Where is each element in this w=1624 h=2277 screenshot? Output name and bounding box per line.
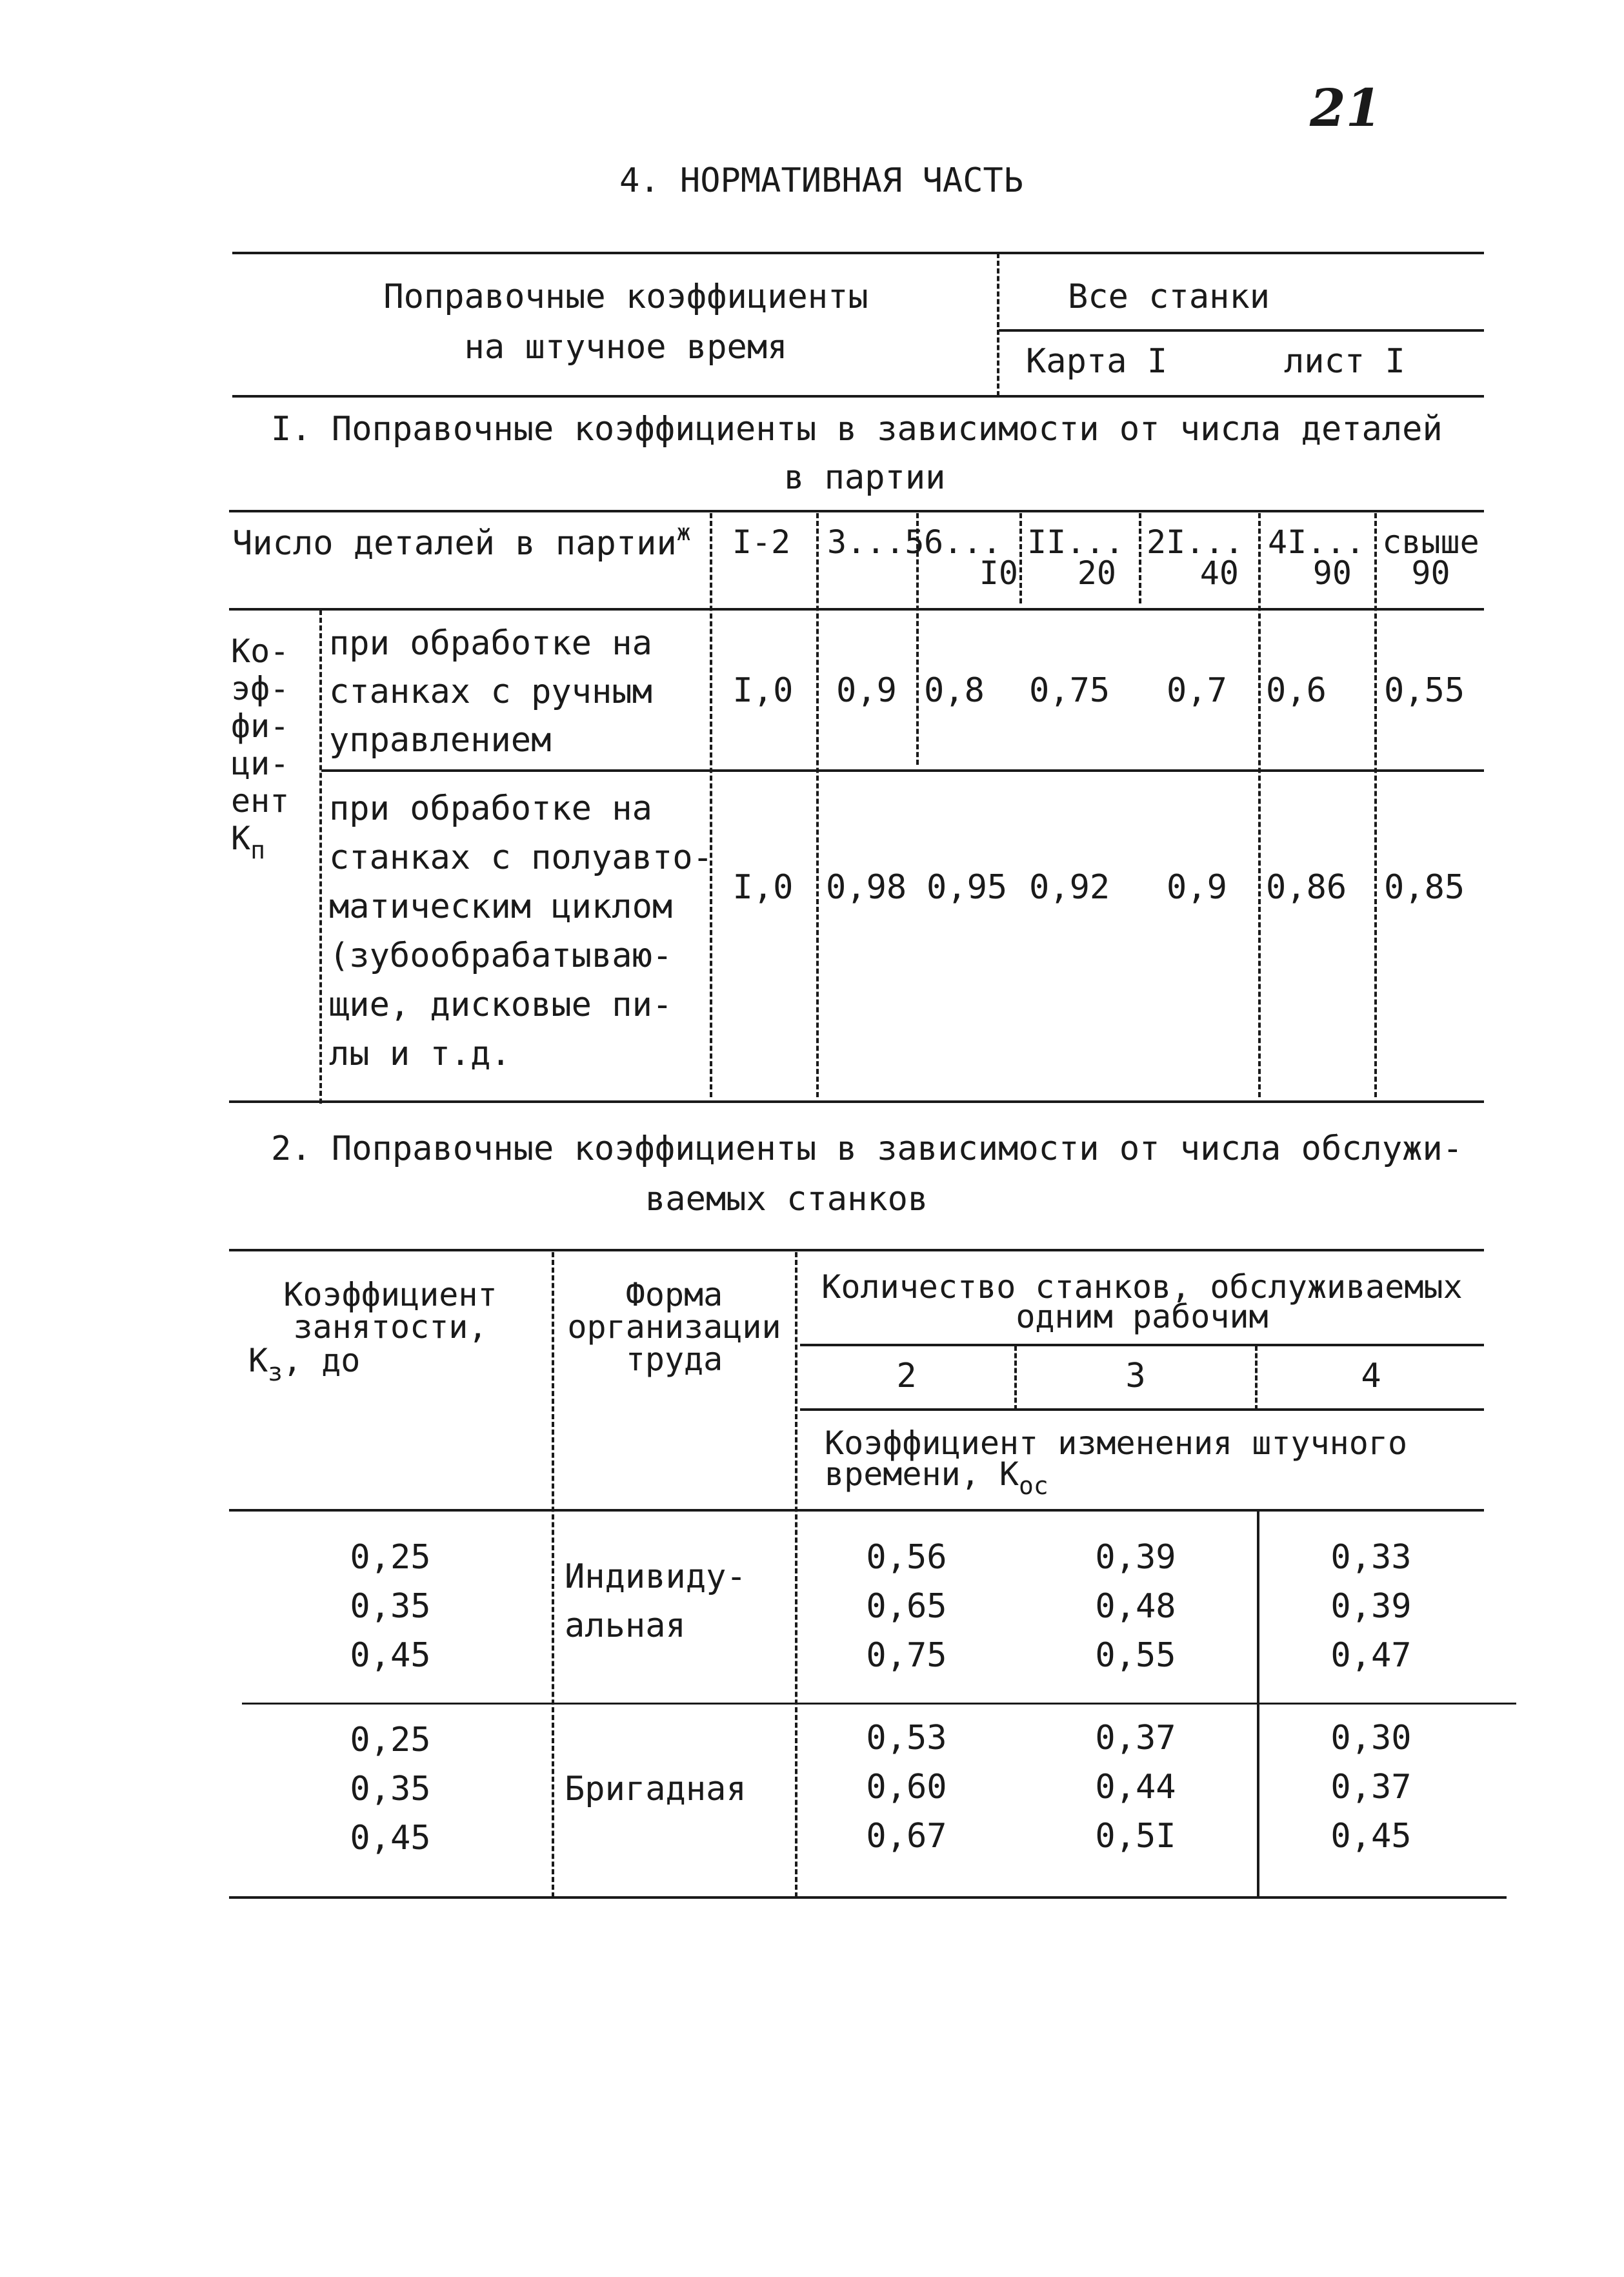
t1-col-divider bbox=[1374, 513, 1377, 1097]
table1-row-rule bbox=[321, 769, 1484, 772]
col-header-6-bottom: 90 bbox=[1312, 554, 1352, 592]
coef-sub: п bbox=[250, 836, 265, 864]
row2-value: 0,86 bbox=[1266, 868, 1347, 907]
coef-label-line: ци- bbox=[231, 745, 290, 782]
row2-desc-line: станках с полуавто- bbox=[329, 838, 713, 877]
row2-value: 0,9 bbox=[1167, 868, 1227, 907]
group2-c2 bbox=[800, 1714, 1013, 1861]
t2-col-divider bbox=[795, 1252, 797, 1898]
coef-label bbox=[231, 632, 290, 864]
coef-value: 0,55 bbox=[1095, 1636, 1176, 1675]
row2-desc-line: (зубообрабатываю- bbox=[329, 936, 673, 975]
row2-value: 0,98 bbox=[826, 868, 907, 907]
col-header-1: I-2 bbox=[732, 523, 791, 561]
section2-title-line2: ваемых станков bbox=[645, 1180, 928, 1219]
t2-col3-line1: Количество станков, обслуживаемых bbox=[821, 1268, 1463, 1306]
row1-value: 0,8 bbox=[924, 671, 985, 710]
kz-value: 0,25 bbox=[350, 1721, 431, 1759]
row1-description bbox=[329, 620, 652, 765]
t2-count-divider bbox=[1014, 1346, 1017, 1410]
t2-col3-line2: одним рабочим bbox=[1016, 1298, 1268, 1335]
group1-kz bbox=[232, 1533, 548, 1680]
coef-value: 0,5I bbox=[1095, 1817, 1176, 1856]
coef-label-line: Ко- bbox=[231, 632, 290, 670]
col-header-3-top: 6... bbox=[924, 523, 1002, 561]
row1-value: 0,9 bbox=[836, 671, 897, 710]
row1-desc-line: при обработке на bbox=[329, 624, 652, 663]
section2-title-line1: 2. Поправочные коэффициенты в зависимости от числа обслужи- bbox=[271, 1129, 1463, 1168]
row1-value: 0,75 bbox=[1029, 671, 1110, 710]
t2-col-divider bbox=[552, 1252, 554, 1898]
coef-value: 0,37 bbox=[1330, 1768, 1412, 1806]
machines-2: 2 bbox=[896, 1357, 917, 1395]
footnote-mark: ж bbox=[676, 520, 691, 546]
group1-c4 bbox=[1258, 1533, 1484, 1680]
table1-header-text: Число деталей в партии bbox=[232, 524, 677, 563]
coef-value: 0,37 bbox=[1095, 1719, 1176, 1757]
card-sheet: лист I bbox=[1284, 342, 1405, 381]
group2-c3 bbox=[1016, 1714, 1255, 1861]
coef-label-line: эф- bbox=[231, 670, 290, 707]
kz-tail: , до bbox=[283, 1342, 361, 1379]
row2-desc-line: при обработке на bbox=[329, 789, 652, 828]
kz-value: 0,35 bbox=[350, 1587, 431, 1626]
top-rule bbox=[232, 252, 1484, 254]
coef-value: 0,75 bbox=[866, 1636, 947, 1675]
page-title: 4. НОРМАТИВНАЯ ЧАСТЬ bbox=[619, 161, 1024, 200]
t1-col-divider bbox=[1019, 513, 1022, 603]
kos-text: времени, К bbox=[825, 1455, 1019, 1493]
row1-value: 0,6 bbox=[1266, 671, 1327, 710]
t2-sub-rule2 bbox=[800, 1408, 1484, 1411]
group2-c4 bbox=[1258, 1714, 1484, 1861]
t2-col1-line: занятости, bbox=[293, 1308, 488, 1346]
t1-col-divider bbox=[1258, 513, 1261, 1097]
t2-col1-line: Коэффициент bbox=[283, 1276, 497, 1313]
coef-value: 0,33 bbox=[1330, 1538, 1412, 1577]
t1-col-divider bbox=[916, 513, 919, 765]
coef-label-line: фи- bbox=[231, 707, 290, 745]
t1-col-divider bbox=[1139, 513, 1141, 603]
coef-value: 0,56 bbox=[866, 1538, 947, 1577]
t2-sub-rule bbox=[800, 1344, 1484, 1346]
col-header-4-top: II... bbox=[1027, 523, 1125, 561]
machines-3: 3 bbox=[1125, 1357, 1146, 1395]
card-bottom-rule bbox=[232, 395, 1484, 398]
coef-value: 0,53 bbox=[866, 1719, 947, 1757]
col-header-6-top: 4I... bbox=[1268, 523, 1365, 561]
form-line: Бригадная bbox=[565, 1770, 747, 1808]
t2-col1-kz bbox=[248, 1342, 361, 1386]
form-line: Индивиду- bbox=[565, 1557, 747, 1596]
row2-desc-line: щие, дисковые пи- bbox=[329, 986, 673, 1024]
card-scope: Все станки bbox=[1068, 278, 1270, 316]
kos-line2 bbox=[825, 1455, 1048, 1500]
table1-header-label bbox=[232, 520, 691, 567]
row2-value: 0,95 bbox=[927, 868, 1008, 907]
col-header-7-top: свыше bbox=[1382, 523, 1479, 561]
coef-value: 0,47 bbox=[1330, 1636, 1412, 1675]
row1-desc-line: станках с ручным bbox=[329, 673, 652, 711]
coef-value: 0,67 bbox=[866, 1817, 947, 1856]
row1-desc-line: управлением bbox=[329, 721, 552, 760]
coef-value: 0,44 bbox=[1095, 1768, 1176, 1806]
row1-value: I,0 bbox=[732, 671, 794, 710]
group2-kz bbox=[232, 1715, 548, 1863]
row1-value: 0,7 bbox=[1167, 671, 1227, 710]
section1-title-line2: в партии bbox=[784, 458, 946, 497]
kz-sub: з bbox=[268, 1358, 283, 1386]
coef-value: 0,39 bbox=[1095, 1538, 1176, 1577]
kz-value: 0,25 bbox=[350, 1538, 431, 1577]
t2-col2-line: Форма bbox=[625, 1276, 723, 1313]
coef-label-line: ент bbox=[231, 782, 290, 820]
machines-4: 4 bbox=[1361, 1357, 1381, 1395]
col-header-3-bottom: I0 bbox=[979, 554, 1018, 592]
table2-header-rule bbox=[229, 1509, 1484, 1512]
col-header-2: 3...5 bbox=[827, 523, 925, 561]
coef-k: К bbox=[231, 820, 251, 857]
group-divider-rule bbox=[242, 1703, 1516, 1705]
coef-label-divider bbox=[319, 610, 322, 1104]
col-header-4-bottom: 20 bbox=[1077, 554, 1116, 592]
table1-header-rule bbox=[229, 608, 1484, 611]
card-divider bbox=[997, 253, 999, 396]
kz-value: 0,35 bbox=[350, 1770, 431, 1808]
coef-value: 0,45 bbox=[1330, 1817, 1412, 1856]
page-number: 21 bbox=[1310, 77, 1382, 138]
row2-value: 0,92 bbox=[1029, 868, 1110, 907]
t2-col2-line: организации bbox=[567, 1308, 781, 1346]
coef-value: 0,65 bbox=[866, 1587, 947, 1626]
group1-form bbox=[565, 1552, 747, 1650]
kz-value: 0,45 bbox=[350, 1636, 431, 1675]
table1-bottom-rule bbox=[229, 1100, 1484, 1103]
card-title-line2: на штучное время bbox=[464, 328, 788, 367]
coef-value: 0,39 bbox=[1330, 1587, 1412, 1626]
coef-label-k bbox=[231, 820, 289, 864]
group1-c3 bbox=[1016, 1533, 1255, 1680]
kos-line1: Коэффициент изменения штучного bbox=[825, 1424, 1408, 1462]
form-line: альная bbox=[565, 1606, 686, 1645]
card-title-line1: Поправочные коэффициенты bbox=[383, 278, 868, 316]
kz-value: 0,45 bbox=[350, 1819, 431, 1857]
table2-top-rule bbox=[229, 1249, 1484, 1251]
card-number: Карта I bbox=[1026, 342, 1168, 381]
t1-col-divider bbox=[816, 513, 819, 1097]
kz-k: К bbox=[248, 1342, 268, 1379]
row1-value: 0,55 bbox=[1384, 671, 1465, 710]
t2-col2-line: труда bbox=[625, 1341, 723, 1378]
row2-value: I,0 bbox=[732, 868, 794, 907]
group2-form bbox=[565, 1765, 747, 1814]
row2-desc-line: лы и т.д. bbox=[329, 1035, 511, 1073]
row2-desc-line: матическим циклом bbox=[329, 887, 673, 926]
kos-sub: ос bbox=[1019, 1472, 1048, 1500]
row2-description bbox=[329, 784, 713, 1078]
section1-title-line1: I. Поправочные коэффициенты в зависимости от числа деталей bbox=[271, 410, 1443, 449]
t2-count-divider bbox=[1255, 1346, 1258, 1410]
coef-value: 0,48 bbox=[1095, 1587, 1176, 1626]
card-mid-rule bbox=[999, 329, 1484, 332]
coef-value: 0,30 bbox=[1330, 1719, 1412, 1757]
col-header-5-bottom: 40 bbox=[1199, 554, 1239, 592]
col-header-5-top: 2I... bbox=[1147, 523, 1244, 561]
table2-bottom-rule bbox=[229, 1896, 1507, 1899]
row2-value: 0,85 bbox=[1384, 868, 1465, 907]
coef-value: 0,60 bbox=[866, 1768, 947, 1806]
col-header-7-bottom: 90 bbox=[1411, 554, 1450, 592]
table1-top-rule bbox=[229, 510, 1484, 512]
group1-c2 bbox=[800, 1533, 1013, 1680]
